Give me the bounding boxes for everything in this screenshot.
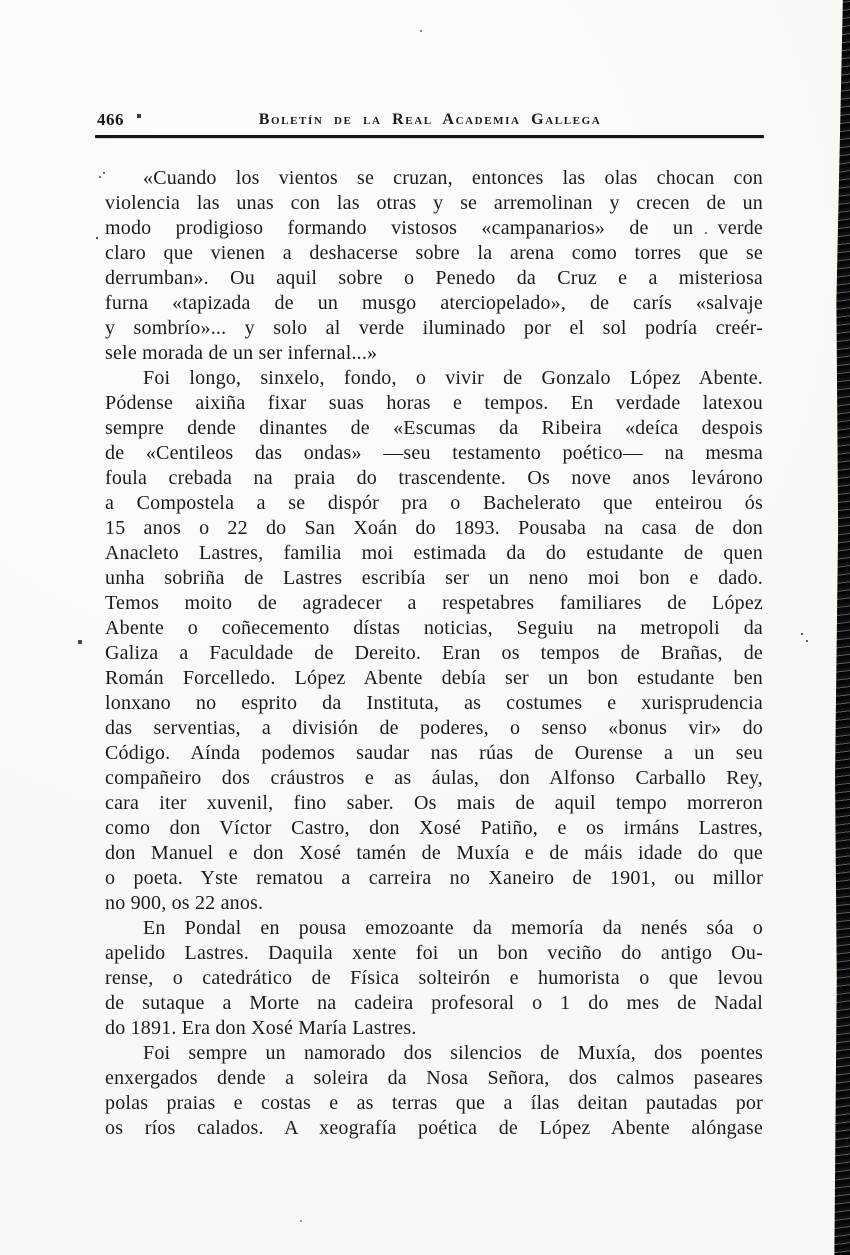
text-line: Foi sempre un namorado dos silencios de Muxía, dos poentes <box>143 1042 763 1064</box>
text-line: polas praias e costas e as terras que a ílas deitan pautadas por <box>105 1092 763 1114</box>
text-line: sempre dende dinantes de «Escumas da Ribeira «deíca despois <box>105 417 763 439</box>
page-number: 466 <box>97 110 124 129</box>
book-binding-edge <box>833 0 850 1255</box>
text-line: unha sobriña de Lastres escribía ser un neno moi bon e dado. <box>105 567 763 589</box>
text-line: modo prodigioso formando vistosos «campanarios» de un verde <box>105 217 763 239</box>
paragraph <box>105 916 763 1041</box>
text-line: don Manuel e don Xosé tamén de Muxía e de máis idade do que <box>105 842 763 864</box>
text-line: de sutaque a Morte na cadeira profesoral o 1 do mes de Nadal <box>105 992 763 1014</box>
text-line: En Pondal en pousa emozoante da memoría da nenés sóa o <box>143 917 763 939</box>
text-line: lonxano no esprito da Instituta, as costumes e xurisprudencia <box>105 692 763 714</box>
text-line: «Cuando los vientos se cruzan, entonces las olas chocan con <box>143 167 763 189</box>
header-title: Boletín de la Real Academia Gallega <box>258 111 602 128</box>
text-line: de «Centileos das ondas» —seu testamento poético— na mesma <box>105 442 763 464</box>
scan-speck-artifacts <box>0 0 2 2</box>
text-line: como don Víctor Castro, don Xosé Patiño, e os irmáns Lastres, <box>105 817 763 839</box>
text-line: enxergados dende a soleira da Nosa Señora, dos calmos paseares <box>105 1067 763 1089</box>
text-line: rense, o catedrático de Física solteirón e humorista o que levou <box>105 967 763 989</box>
text-line: violencia las unas con las otras y se arremolinan y crecen de un <box>105 192 763 214</box>
text-line: apelido Lastres. Daquila xente foi un bon veciño do antigo Ou- <box>105 942 763 964</box>
header-rule <box>95 135 764 138</box>
running-header <box>95 110 765 132</box>
text-line: Foi longo, sinxelo, fondo, o vivir de Gonzalo López Abente. <box>143 367 763 389</box>
text-line: das serventias, a división de poderes, o senso «bonus vir» do <box>105 717 763 739</box>
text-line: claro que vienen a deshacerse sobre la arena como torres que se <box>105 242 763 264</box>
text-line: Abente o coñecemento dístas noticias, Seguiu na metropoli da <box>105 617 763 639</box>
text-line: furna «tapizada de un musgo aterciopelado», de carís «salvaje <box>105 292 763 314</box>
text-line: Pódense aixiña fixar suas horas e tempos. En verdade latexou <box>105 392 763 414</box>
text-line: no 900, os 22 anos. <box>105 892 264 914</box>
text-line: Temos moito de agradecer a respetabres familiares de López <box>105 592 763 614</box>
paragraph <box>105 1041 763 1141</box>
text-line: compañeiro dos cráustros e as áulas, don Alfonso Carballo Rey, <box>105 767 763 789</box>
text-line: Anacleto Lastres, familia moi estimada da do estudante de quen <box>105 542 763 564</box>
text-line: foula crebada na praia do trascendente. Os nove anos levárono <box>105 467 763 489</box>
text-line: do 1891. Era don Xosé María Lastres. <box>105 1017 417 1039</box>
text-line: derrumban». Ou aquil sobre o Penedo da Cruz e a misteriosa <box>105 267 763 289</box>
text-line: Román Forcelledo. López Abente debía ser un bon estudante ben <box>105 667 763 689</box>
text-line: Código. Aínda podemos saudar nas rúas de Ourense a un seu <box>105 742 763 764</box>
text-line: a Compostela a se dispór pra o Bachelerato que enteirou ós <box>105 492 763 514</box>
text-line: o poeta. Yste rematou a carreira no Xaneiro de 1901, ou millor <box>105 867 763 889</box>
body-text <box>105 166 763 1141</box>
text-line: y sombrío»... y solo al verde iluminado por el sol podría creér- <box>105 317 763 339</box>
text-line: cara iter xuvenil, fino saber. Os mais de aquil tempo morreron <box>105 792 763 814</box>
text-line: os ríos calados. A xeografía poética de López Abente alóngase <box>105 1117 763 1139</box>
paragraph <box>105 166 763 366</box>
text-line: 15 anos o 22 do San Xoán do 1893. Pousaba na casa de don <box>105 517 763 539</box>
paragraph <box>105 366 763 916</box>
text-line: Galiza a Faculdade de Dereito. Eran os tempos de Brañas, de <box>105 642 763 664</box>
text-line: sele morada de un ser infernal...» <box>105 342 378 364</box>
